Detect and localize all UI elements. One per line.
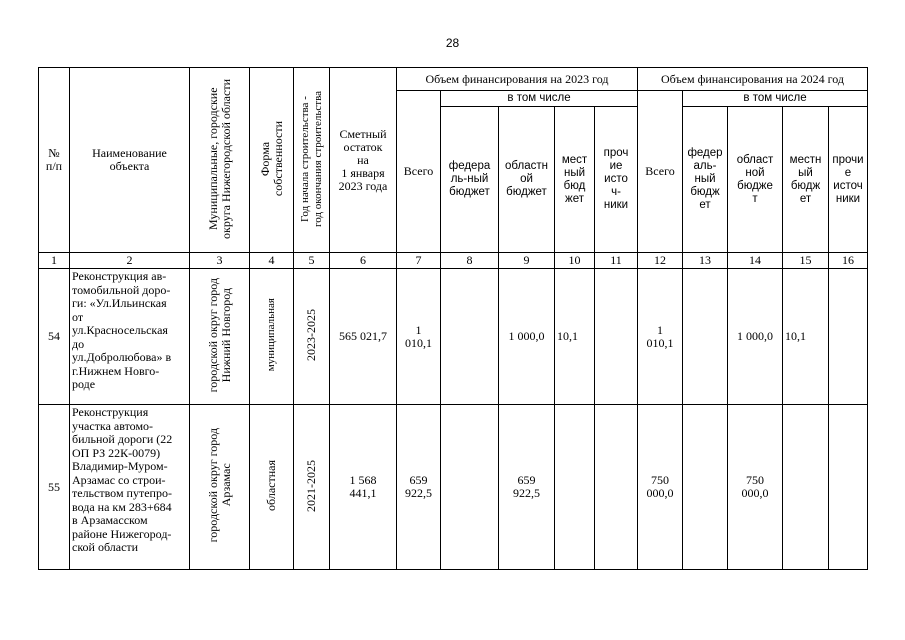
column-number: 5 <box>294 253 330 269</box>
header-federal-2023: федера ль-ный бюджет <box>441 107 499 253</box>
row-object-name: Реконструкция ав- томобильной доро- ги: «Ул.Ильинская от ул.Красносельская до ул.Добролюбова» в г.Нижнем Новго- роде <box>70 269 190 405</box>
header-including-2024: в том числе <box>683 91 868 107</box>
row-federal-2024 <box>683 405 728 570</box>
header-fin-2023: Объем финансирования на 2023 год <box>397 68 638 91</box>
column-number: 3 <box>190 253 250 269</box>
column-number: 10 <box>555 253 595 269</box>
row-object-name: Реконструкция участка автомо- бильной дороги (22 ОП РЗ 22К-0079) Владимир-Муром- Арзамас со строи- тельством путепро- вода на км 283+684 в Арзамасском районе Нижегород- ской области <box>70 405 190 570</box>
column-number-row <box>39 253 868 269</box>
row-local-2024: 10,1 <box>783 269 829 405</box>
header-fin-2024: Объем финансирования на 2024 год <box>638 68 868 91</box>
row-federal-2023 <box>441 269 499 405</box>
header-local-2024: местн ый бюдж ет <box>783 107 829 253</box>
row-num: 55 <box>39 405 70 570</box>
column-number: 1 <box>39 253 70 269</box>
column-number: 6 <box>330 253 397 269</box>
page-number: 28 <box>445 36 460 50</box>
row-ownership: муниципальная <box>250 269 294 405</box>
row-local-2023 <box>555 405 595 570</box>
row-years: 2021-2025 <box>294 405 330 570</box>
header-total-2024: Всего <box>638 91 683 253</box>
row-local-2024 <box>783 405 829 570</box>
row-municipality: городской округ город Нижний Новгород <box>190 269 250 405</box>
column-number: 4 <box>250 253 294 269</box>
column-number: 14 <box>728 253 783 269</box>
header-other-2023: проч ие исто ч- ники <box>595 107 638 253</box>
row-other-2023 <box>595 405 638 570</box>
header-local-2023: мест ный бюд жет <box>555 107 595 253</box>
column-number: 9 <box>499 253 555 269</box>
row-total-2023: 659 922,5 <box>397 405 441 570</box>
column-number: 16 <box>829 253 868 269</box>
header-regional-2023: областн ой бюджет <box>499 107 555 253</box>
column-number: 12 <box>638 253 683 269</box>
header-total-2023: Всего <box>397 91 441 253</box>
header-num: № п/п <box>39 68 70 253</box>
column-number: 13 <box>683 253 728 269</box>
header-years: Год начала строительства - год окончания строительства <box>294 68 330 253</box>
row-regional-2024: 750 000,0 <box>728 405 783 570</box>
header-ownership: Форма собственности <box>250 68 294 253</box>
row-municipality: городской округ город Арзамас <box>190 405 250 570</box>
column-number: 2 <box>70 253 190 269</box>
row-regional-2023: 1 000,0 <box>499 269 555 405</box>
column-number: 8 <box>441 253 499 269</box>
row-other-2024 <box>829 405 868 570</box>
header-balance: Сметный остаток на 1 января 2023 года <box>330 68 397 253</box>
header-name: Наименование объекта <box>70 68 190 253</box>
column-number: 7 <box>397 253 441 269</box>
table-row <box>39 405 868 570</box>
row-federal-2023 <box>441 405 499 570</box>
row-federal-2024 <box>683 269 728 405</box>
row-other-2024 <box>829 269 868 405</box>
row-regional-2024: 1 000,0 <box>728 269 783 405</box>
row-local-2023: 10,1 <box>555 269 595 405</box>
row-total-2024: 750 000,0 <box>638 405 683 570</box>
row-other-2023 <box>595 269 638 405</box>
row-total-2024: 1 010,1 <box>638 269 683 405</box>
header-including-2023: в том числе <box>441 91 638 107</box>
column-number: 15 <box>783 253 829 269</box>
table-row <box>39 269 868 405</box>
row-years: 2023-2025 <box>294 269 330 405</box>
financing-table <box>38 67 868 570</box>
row-num: 54 <box>39 269 70 405</box>
header-municipality: Муниципальные, городские округа Нижегородской области <box>190 68 250 253</box>
row-ownership: областная <box>250 405 294 570</box>
row-balance: 565 021,7 <box>330 269 397 405</box>
column-number: 11 <box>595 253 638 269</box>
header-regional-2024: област ной бюдже т <box>728 107 783 253</box>
header-other-2024: прочи е источ ники <box>829 107 868 253</box>
header-federal-2024: федер аль- ный бюдж ет <box>683 107 728 253</box>
row-regional-2023: 659 922,5 <box>499 405 555 570</box>
row-balance: 1 568 441,1 <box>330 405 397 570</box>
row-total-2023: 1 010,1 <box>397 269 441 405</box>
